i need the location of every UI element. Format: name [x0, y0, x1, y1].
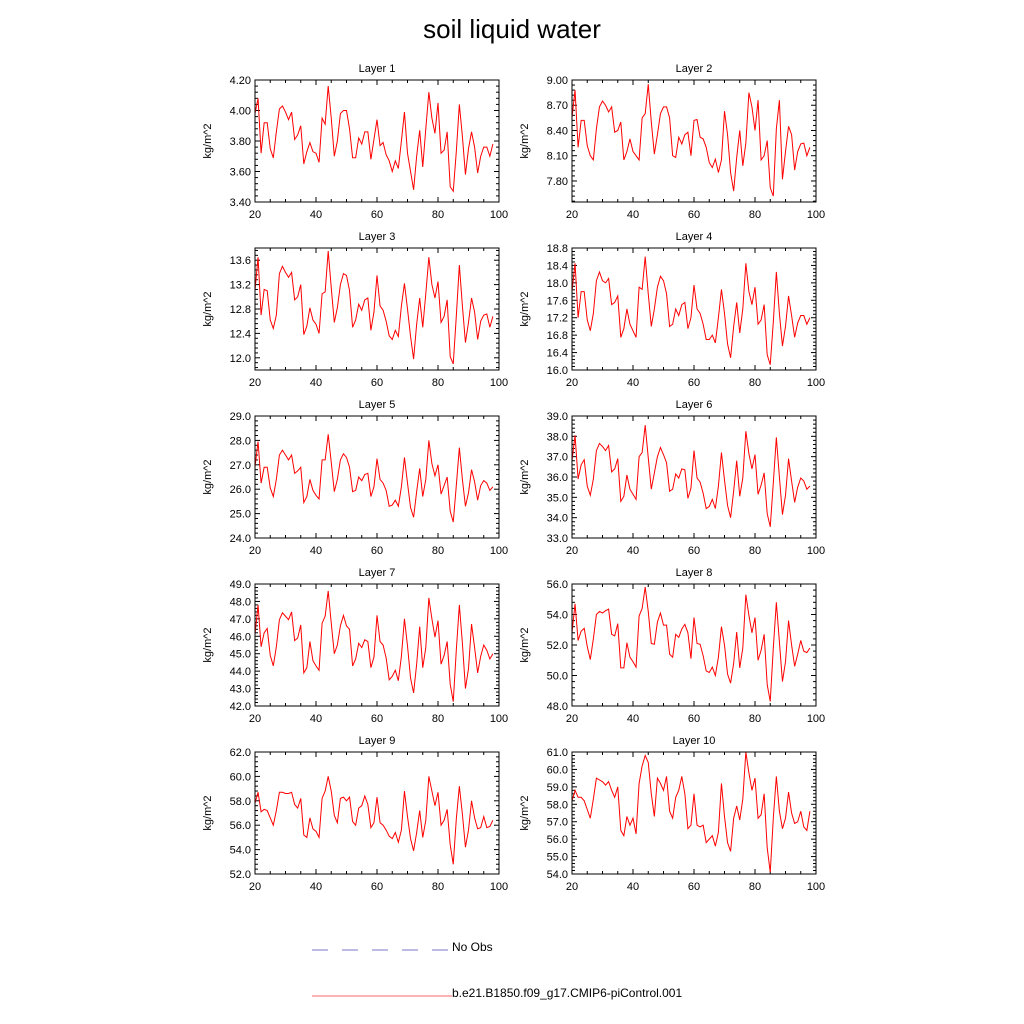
y-tick-label: 12.0	[229, 352, 251, 365]
panel-10	[519, 735, 825, 893]
y-tick-label: 26.0	[229, 484, 251, 497]
x-tick-label: 40	[309, 881, 323, 893]
panel-title: Layer 7	[358, 567, 396, 579]
y-tick-label: 46.0	[229, 631, 251, 644]
x-tick-label: 60	[687, 377, 701, 389]
x-tick-label: 100	[489, 881, 509, 893]
y-tick-label: 3.40	[229, 197, 251, 209]
x-tick-label: 100	[806, 881, 826, 893]
series-line	[572, 425, 810, 527]
y-tick-label: 54.0	[546, 609, 568, 622]
panel-title: Layer 1	[358, 63, 396, 75]
y-tick-label: 36.0	[546, 472, 568, 484]
y-tick-label: 18.4	[546, 260, 568, 273]
y-tick-label: 24.0	[229, 533, 251, 545]
x-tick-label: 40	[626, 545, 640, 557]
panel-title: Layer 8	[675, 567, 713, 579]
y-tick-label: 29.0	[229, 411, 251, 423]
x-tick-label: 40	[309, 377, 323, 389]
x-tick-label: 80	[748, 881, 762, 893]
y-tick-label: 3.60	[229, 166, 251, 179]
y-tick-label: 37.0	[546, 451, 568, 464]
y-tick-label: 13.2	[229, 279, 251, 292]
legend-no-obs-label: No Obs	[452, 940, 493, 954]
x-tick-label: 100	[489, 377, 509, 389]
x-tick-label: 20	[565, 377, 579, 389]
x-tick-label: 20	[248, 377, 262, 389]
y-tick-label: 54.0	[546, 869, 568, 881]
y-tick-label: 54.0	[229, 844, 251, 857]
x-tick-label: 100	[489, 209, 509, 221]
x-tick-label: 80	[431, 209, 445, 221]
x-tick-label: 100	[489, 713, 509, 725]
series-line	[572, 752, 810, 872]
y-axis-label: kg/m^2	[202, 123, 214, 159]
y-tick-label: 3.80	[229, 136, 251, 148]
panel-4	[519, 231, 825, 389]
y-tick-label: 52.0	[546, 640, 568, 652]
y-tick-label: 16.0	[546, 365, 568, 377]
panel-9	[202, 735, 508, 893]
y-tick-label: 50.0	[546, 670, 568, 683]
legend-no-obs-swatch	[312, 940, 452, 960]
x-tick-label: 80	[748, 377, 762, 389]
y-tick-label: 8.10	[546, 150, 568, 163]
legend-model-run-label: b.e21.B1850.f09_g17.CMIP6-piControl.001	[452, 986, 683, 1000]
y-tick-label: 12.4	[229, 328, 251, 341]
plot-frame	[572, 80, 816, 202]
y-tick-label: 38.0	[546, 431, 568, 444]
x-tick-label: 40	[309, 713, 323, 725]
panel-6	[519, 399, 825, 557]
x-tick-label: 60	[370, 377, 384, 389]
series-line	[572, 84, 810, 196]
x-tick-label: 60	[687, 713, 701, 725]
x-tick-label: 20	[248, 209, 262, 221]
y-tick-label: 28.0	[229, 435, 251, 448]
series-line	[255, 86, 493, 191]
panel-title: Layer 5	[358, 399, 396, 411]
x-tick-label: 60	[370, 881, 384, 893]
x-tick-label: 20	[248, 545, 262, 557]
y-tick-label: 57.0	[546, 816, 568, 829]
x-tick-label: 20	[248, 881, 262, 893]
y-tick-label: 62.0	[229, 747, 251, 759]
y-tick-label: 60.0	[546, 764, 568, 777]
x-tick-label: 100	[806, 377, 826, 389]
x-tick-label: 60	[687, 545, 701, 557]
x-tick-label: 80	[748, 209, 762, 221]
y-tick-label: 9.00	[546, 75, 568, 87]
panel-title: Layer 3	[358, 231, 396, 243]
x-tick-label: 40	[626, 377, 640, 389]
x-tick-label: 100	[806, 209, 826, 221]
y-axis-label: kg/m^2	[202, 459, 214, 495]
x-tick-label: 20	[565, 881, 579, 893]
y-tick-label: 7.80	[546, 175, 568, 188]
x-tick-label: 100	[806, 545, 826, 557]
y-tick-label: 4.20	[229, 75, 251, 87]
x-tick-label: 20	[565, 545, 579, 557]
series-line	[572, 257, 810, 365]
y-tick-label: 58.0	[229, 795, 251, 808]
x-tick-label: 60	[370, 713, 384, 725]
panel-3	[202, 231, 508, 389]
panel-title: Layer 10	[672, 735, 716, 747]
legend-model-run	[312, 986, 732, 1006]
x-tick-label: 100	[806, 713, 826, 725]
x-tick-label: 40	[309, 545, 323, 557]
x-tick-label: 20	[565, 713, 579, 725]
x-tick-label: 100	[489, 545, 509, 557]
y-axis-label: kg/m^2	[202, 291, 214, 327]
y-tick-label: 17.2	[546, 312, 568, 325]
y-tick-label: 35.0	[546, 492, 568, 505]
legend-model-run-swatch	[312, 986, 452, 1006]
x-tick-label: 20	[248, 713, 262, 725]
x-tick-label: 20	[565, 209, 579, 221]
series-line	[572, 587, 810, 701]
panel-title: Layer 4	[675, 231, 713, 243]
y-tick-label: 61.0	[546, 747, 568, 759]
x-tick-label: 80	[431, 713, 445, 725]
y-tick-label: 55.0	[546, 851, 568, 864]
legend-no-obs	[312, 940, 732, 960]
x-tick-label: 60	[687, 881, 701, 893]
y-tick-label: 27.0	[229, 459, 251, 472]
y-tick-label: 33.0	[546, 533, 568, 545]
y-axis-label: kg/m^2	[202, 627, 214, 663]
y-tick-label: 56.0	[546, 579, 568, 591]
panel-2	[519, 63, 825, 221]
y-tick-label: 8.70	[546, 100, 568, 113]
y-tick-label: 60.0	[229, 771, 251, 784]
y-tick-label: 12.8	[229, 304, 251, 316]
y-tick-label: 49.0	[229, 579, 251, 591]
y-tick-label: 18.8	[546, 243, 568, 255]
y-tick-label: 48.0	[229, 596, 251, 609]
y-tick-label: 59.0	[546, 781, 568, 794]
y-tick-label: 13.6	[229, 255, 251, 268]
panel-5	[202, 399, 508, 557]
y-tick-label: 42.0	[229, 701, 251, 713]
x-tick-label: 60	[687, 209, 701, 221]
x-tick-label: 40	[309, 209, 323, 221]
series-line	[255, 776, 493, 864]
y-tick-label: 47.0	[229, 613, 251, 626]
y-axis-label: kg/m^2	[519, 795, 531, 831]
y-tick-label: 18.0	[546, 277, 568, 290]
series-line	[255, 434, 493, 522]
x-tick-label: 80	[431, 881, 445, 893]
x-tick-label: 60	[370, 209, 384, 221]
x-tick-label: 80	[748, 545, 762, 557]
y-tick-label: 45.0	[229, 648, 251, 661]
y-tick-label: 56.0	[229, 820, 251, 833]
y-axis-label: kg/m^2	[519, 459, 531, 495]
y-tick-label: 4.00	[229, 105, 251, 118]
x-tick-label: 60	[370, 545, 384, 557]
y-tick-label: 25.0	[229, 508, 251, 521]
y-tick-label: 52.0	[229, 869, 251, 881]
x-tick-label: 80	[748, 713, 762, 725]
x-tick-label: 80	[431, 377, 445, 389]
x-tick-label: 80	[431, 545, 445, 557]
y-tick-label: 56.0	[546, 834, 568, 847]
y-tick-label: 8.40	[546, 125, 568, 138]
y-axis-label: kg/m^2	[202, 795, 214, 831]
y-tick-label: 17.6	[546, 295, 568, 308]
y-tick-label: 43.0	[229, 683, 251, 696]
y-tick-label: 48.0	[546, 701, 568, 713]
panel-8	[519, 567, 825, 725]
y-tick-label: 44.0	[229, 666, 251, 679]
y-tick-label: 58.0	[546, 799, 568, 812]
y-tick-label: 16.4	[546, 347, 568, 360]
y-tick-label: 39.0	[546, 411, 568, 423]
panel-title: Layer 2	[675, 63, 713, 75]
y-tick-label: 34.0	[546, 512, 568, 525]
panel-1	[202, 63, 508, 221]
chart-title: soil liquid water	[423, 14, 601, 44]
panel-title: Layer 9	[358, 735, 396, 747]
x-tick-label: 40	[626, 881, 640, 893]
panel-title: Layer 6	[675, 399, 713, 411]
x-tick-label: 40	[626, 209, 640, 221]
y-axis-label: kg/m^2	[519, 291, 531, 327]
y-tick-label: 16.8	[546, 330, 568, 343]
series-line	[255, 251, 493, 364]
x-tick-label: 40	[626, 713, 640, 725]
y-axis-label: kg/m^2	[519, 627, 531, 663]
y-axis-label: kg/m^2	[519, 123, 531, 159]
panel-7	[202, 567, 508, 725]
series-line	[255, 591, 493, 702]
